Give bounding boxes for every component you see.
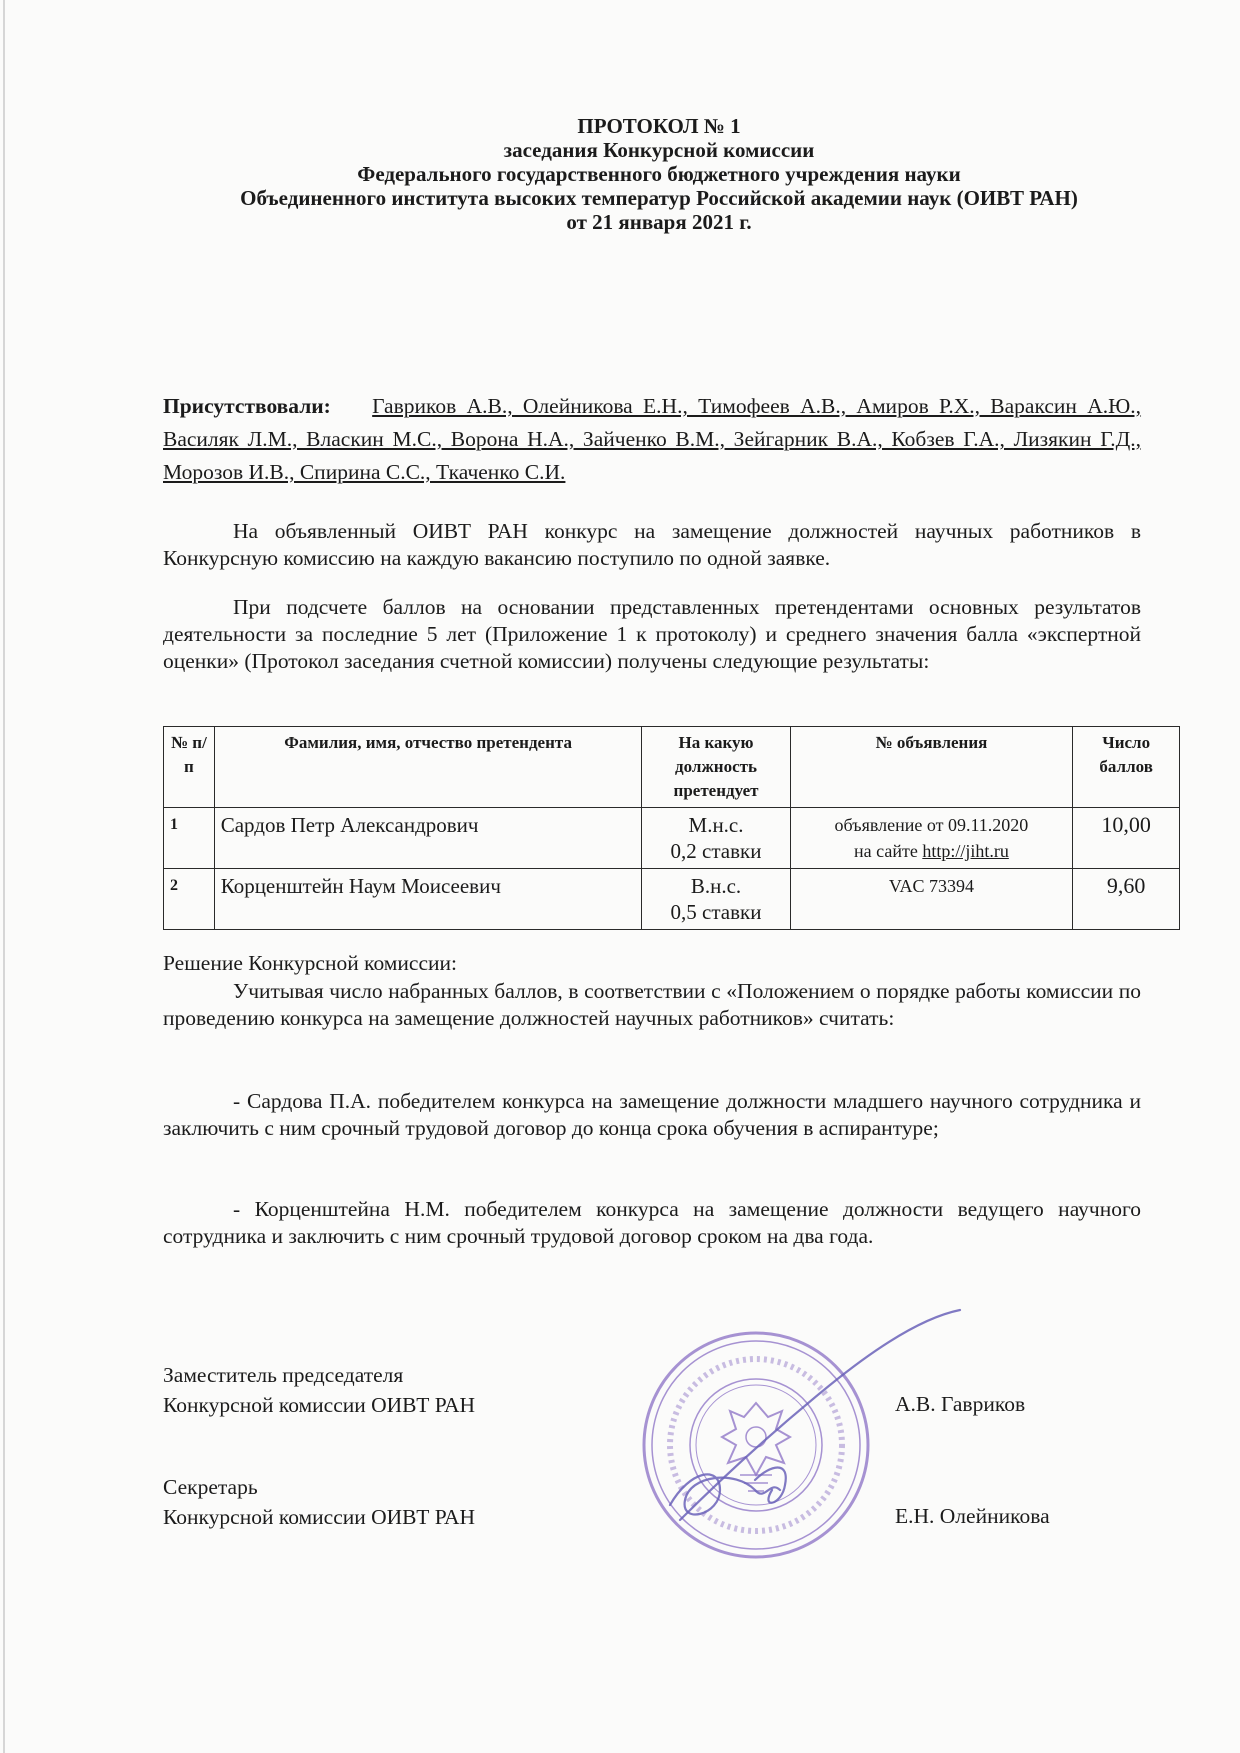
cell-num: 1 (164, 808, 215, 869)
cell-score: 10,00 (1073, 808, 1180, 869)
cell-advert-prefix: на сайте (854, 841, 923, 861)
secretary-body: Конкурсной комиссии ОИВТ РАН (163, 1505, 476, 1529)
table-header-row (164, 727, 1180, 808)
meeting-subtitle: заседания Конкурсной комиссии (503, 138, 815, 162)
protocol-date: от 21 января 2021 г. (566, 210, 752, 234)
cell-name: Корценштейн Наум Моисеевич (214, 869, 642, 930)
attendees-names: Гавриков А.В., Олейникова Е.Н., Тимофеев А.В., Амиров Р.Х., Вараксин А.Ю., Василяк Л.М., Власкин М.С., Ворона Н.А., Зайченко В.М., Зейгарник В.А., Кобзев Г.А., Лизякин Г.Д., Морозов И.В., Спирина С.С., Ткаченко С.И. (163, 394, 1142, 484)
col-header-advert: № объявления (790, 727, 1073, 808)
scan-edge-shadow (0, 0, 14, 1753)
decision-text: Учитывая число набранных баллов, в соответствии с «Положением о порядке работы комиссии по проведению конкурса на замещение должностей научных работников» считать: (163, 979, 1141, 1030)
handwritten-signature-icon (660, 1290, 980, 1550)
table-row (164, 869, 1180, 930)
protocol-title: ПРОТОКОЛ № 1 (577, 114, 741, 138)
cell-position (642, 869, 790, 930)
deputy-name: А.В. Гавриков (895, 1392, 1026, 1416)
table-row (164, 808, 1180, 869)
cell-score: 9,60 (1073, 869, 1180, 930)
decision-item-2: - Корценштейна Н.М. победителем конкурса на замещение должности ведущего научного сотрудника и заключить с ним срочный трудовой договор сроком на два года. (163, 1197, 1141, 1248)
advert-link[interactable]: http://jiht.ru (922, 841, 1009, 861)
secretary-name: Е.Н. Олейникова (895, 1504, 1050, 1528)
document-header (150, 114, 1168, 234)
institution-line2: Объединенного института высоких температур Российской академии наук (ОИВТ РАН) (240, 186, 1078, 210)
cell-position-rate: 0,2 ставки (670, 839, 762, 863)
deputy-signature-label (163, 1360, 475, 1420)
attendees-label: Присутствовали: (163, 394, 331, 418)
col-header-score: Число баллов (1073, 727, 1180, 808)
deputy-role: Заместитель председателя (163, 1363, 404, 1387)
cell-position (642, 808, 790, 869)
cell-advert (790, 869, 1073, 930)
cell-position-title: В.н.с. (690, 874, 742, 898)
paragraph-scoring: При подсчете баллов на основании представленных претендентами основных результатов деятельности за последние 5 лет (Приложение 1 к протоколу) и среднего значения балла «экспертной оценки» (Протокол заседания счетной комиссии) получены следующие результаты: (163, 595, 1141, 673)
deputy-body: Конкурсной комиссии ОИВТ РАН (163, 1393, 476, 1417)
cell-advert (790, 808, 1073, 869)
results-table (163, 726, 1180, 930)
decision-title: Решение Конкурсной комиссии: (163, 951, 457, 975)
cell-num: 2 (164, 869, 215, 930)
col-header-num: № п/п (164, 727, 215, 808)
cell-name: Сардов Петр Александрович (214, 808, 642, 869)
col-header-position: На какую должность претендует (642, 727, 790, 808)
attendees-paragraph (163, 390, 1141, 489)
cell-advert-number: VAC 73394 (888, 876, 975, 896)
paragraph-applications: На объявленный ОИВТ РАН конкурс на замещение должностей научных работников в Конкурсную комиссию на каждую вакансию поступило по одной заявке. (163, 519, 1141, 570)
decision-item-1: - Сардова П.А. победителем конкурса на замещение должности младшего научного сотрудника и заключить с ним срочный трудовой договор до конца срока обучения в аспирантуре; (163, 1089, 1141, 1140)
col-header-name: Фамилия, имя, отчество претендента (214, 727, 642, 808)
cell-advert-date: объявление от 09.11.2020 (834, 815, 1029, 835)
cell-position-rate: 0,5 ставки (670, 900, 762, 924)
secretary-signature-label (163, 1472, 475, 1532)
secretary-role: Секретарь (163, 1475, 258, 1499)
institution-line1: Федерального государственного бюджетного учреждения науки (357, 162, 961, 186)
cell-position-title: М.н.с. (688, 813, 744, 837)
